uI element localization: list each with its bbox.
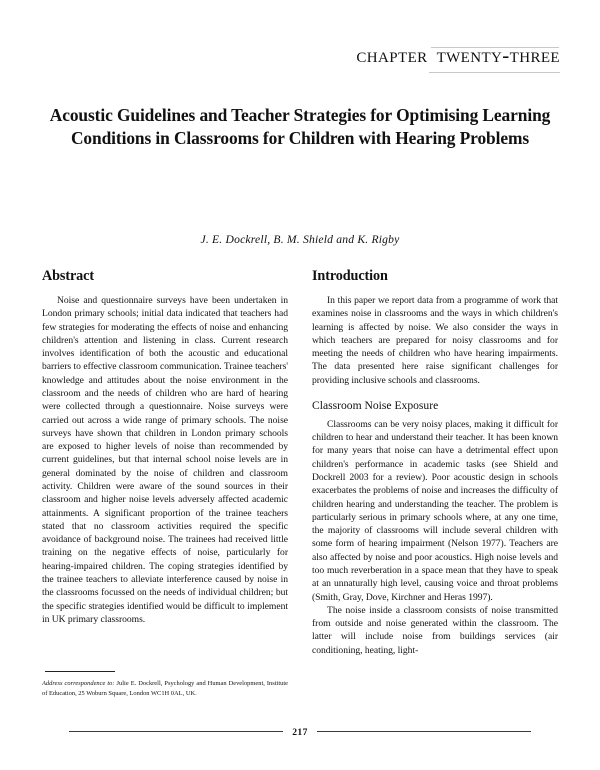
introduction-heading: Introduction bbox=[312, 268, 388, 284]
footnote-address: Julie E. Dockrell, Psychology and Human Development, Institute of Education, 25 Woburn Square, London WC1H 0AL, UK. bbox=[42, 680, 288, 697]
abstract-heading: Abstract bbox=[42, 268, 94, 284]
classroom-noise-paragraph-2: The noise inside a classroom consists of noise transmitted from outside and noise generated within the classroom. The latter will include noise from buildings services (air conditioning, heating, light- bbox=[312, 604, 558, 656]
footnote-lead-in: Address correspondence to: bbox=[42, 680, 115, 687]
classroom-noise-exposure-heading: Classroom Noise Exposure bbox=[312, 399, 439, 412]
right-column bbox=[312, 268, 558, 657]
page-title: Acoustic Guidelines and Teacher Strategies for Optimising Learning Conditions in Classrooms for Children with Hearing Problems bbox=[49, 105, 551, 149]
chapter-number: twenty-three bbox=[436, 43, 560, 67]
chapter-heading bbox=[40, 44, 560, 67]
author-list: J. E. Dockrell, B. M. Shield and K. Rigby bbox=[200, 233, 400, 246]
scan-artifact-rule-bottom bbox=[429, 72, 560, 73]
chapter-label: chapter bbox=[356, 43, 428, 67]
footer-rule-left bbox=[69, 731, 283, 732]
introduction-paragraph: In this paper we report data from a programme of work that examines noise in classrooms and the ways in which children's learning is affected by noise. We also consider the ways in which teachers are prepared for noisy classrooms and for meeting the needs of children who have hearing impairments. The data presented here raise significant challenges for providing inclusive schools and classrooms. bbox=[312, 295, 558, 386]
footer-rule-right bbox=[317, 731, 531, 732]
classroom-noise-paragraph-1: Classrooms can be very noisy places, making it difficult for children to hear and understand their teacher. It has been known for many years that noise can have a detrimental effect upon children's performance in academic tasks (see Shield and Dockrell 2003 for a review). Poor acoustic design in schools exacerbates the problems of noise and increases the difficulty of children hearing and understanding the teacher. The problem is particularly serious in primary schools where, at any one time, the majority of classrooms will include several children with some form of hearing impairment (Nelson 1977). Teachers are also affected by noise and poor acoustics. High noise levels and too much reverberation in a space mean that they have to speak at an unnaturally high level, causing voice and throat problems (Smith, Gray, Dove, Kirchner and Heras 1997). bbox=[312, 418, 558, 603]
left-column bbox=[42, 268, 288, 626]
page-number: 217 bbox=[292, 726, 308, 738]
page-footer bbox=[0, 727, 600, 737]
correspondence-footnote bbox=[42, 679, 288, 698]
abstract-paragraph: Noise and questionnaire surveys have been undertaken in London primary schools; initial data indicated that teachers had few strategies for moderating the effects of noise and enhancing children's attention and listening in class. Current research involves identification of both the acoustic and educational barriers to effective classroom communication. Trainee teachers' knowledge and attitudes about the noise environment in the classroom and the needs of children who are hard of hearing were collected through a questionnaire. Noise surveys were carried out across a wide range of primary schools. The noise surveys have shown that children in London primary schools are exposed to higher levels of noise than recommended by current guidelines, but that internal school noise levels are in general dominated by the noise of children and classroom activity. Children were aware of the sound sources in their classroom and higher noise levels adversely affected academic attainments. A significant proportion of the trainee teachers stated that no classroom activities required the specific avoidance of background noise. The trainees had received little training on the negative effects of noise, particularly for hearing-impaired children. The coping strategies identified by the trainee teachers to alleviate interference caused by noise in the classrooms focussed on the needs of individual children; but the specific strategies identified would be difficult to implement in UK primary classrooms. bbox=[42, 295, 288, 625]
footnote-separator-rule bbox=[45, 671, 115, 672]
